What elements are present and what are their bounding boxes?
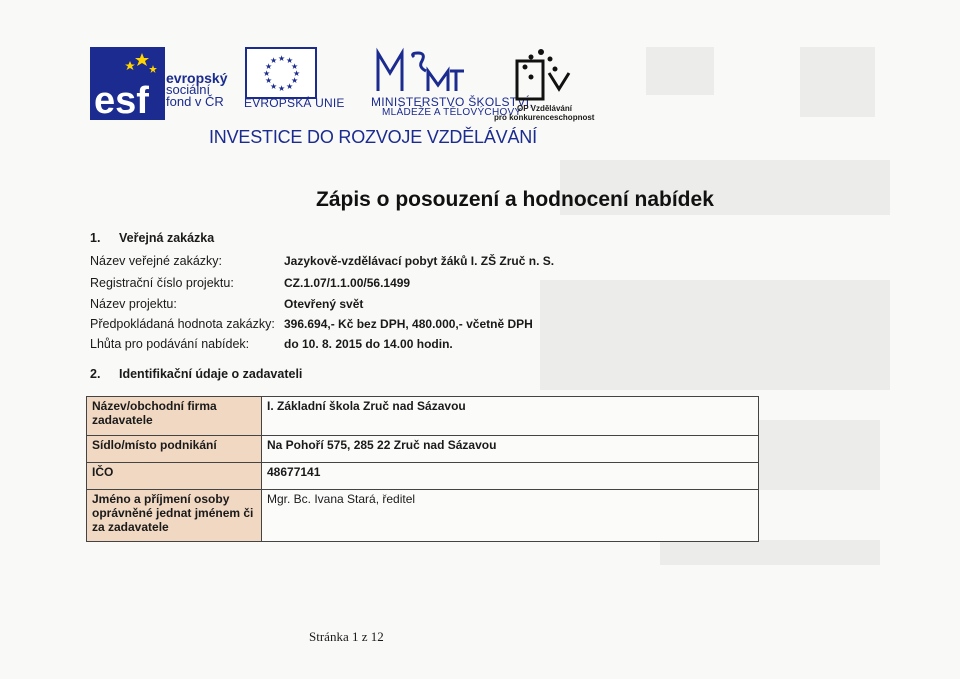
svg-text:★: ★	[278, 54, 286, 63]
table-label-osoba: Jméno a příjmení osoby oprávněné jednat jménem či za zadavatele	[87, 490, 262, 542]
msmt-label-2: MLÁDEŽE A TĚLOVÝCHOVY	[382, 107, 522, 118]
msmt-mark-icon	[372, 47, 472, 93]
esf-logo	[90, 47, 165, 120]
page-number: Stránka 1 z 12	[309, 629, 384, 644]
svg-text:★: ★	[270, 56, 278, 65]
esf-line2: sociální	[166, 82, 211, 97]
zadavatel-table	[86, 396, 759, 542]
table-value-ico: 48677141	[262, 463, 759, 490]
table-row	[87, 463, 759, 490]
svg-text:★: ★	[291, 76, 299, 85]
section1-number: 1.	[90, 231, 101, 245]
table-label-ico: IČO	[87, 463, 262, 490]
svg-text:★: ★	[265, 76, 273, 85]
value-projekt: Otevřený svět	[284, 297, 364, 311]
table-row	[87, 490, 759, 542]
esf-mark-icon	[90, 47, 165, 120]
msmt-label-1: MINISTERSTVO ŠKOLSTVÍ,	[371, 95, 533, 109]
svg-text:★: ★	[293, 69, 301, 78]
table-value-firma: I. Základní škola Zruč nad Sázavou	[262, 397, 759, 436]
section2-heading: Identifikační údaje o zadavateli	[119, 367, 303, 381]
section2-number: 2.	[90, 367, 101, 381]
eu-label: EVROPSKÁ UNIE	[244, 96, 345, 110]
ghost-text-2	[660, 540, 880, 565]
op-label-1: OP Vzdělávání	[517, 104, 572, 113]
label-zakazka: Název veřejné zakázky:	[90, 254, 223, 268]
op-label-2: pro konkurenceschopnost	[494, 113, 595, 122]
esf-line1: evropský	[166, 70, 228, 86]
table-row	[87, 397, 759, 436]
eu-stars-icon	[247, 49, 315, 97]
label-reg-cislo: Registrační číslo projektu:	[90, 276, 234, 290]
table-value-sidlo: Na Pohoří 575, 285 22 Zruč nad Sázavou	[262, 436, 759, 463]
eu-flag-logo	[245, 47, 317, 99]
table-value-osoba: Mgr. Bc. Ivana Stará, ředitel	[262, 490, 759, 542]
document-title: Zápis o posouzení a hodnocení nabídek	[316, 188, 714, 211]
value-hodnota: 396.694,- Kč bez DPH, 480.000,- včetně DPH	[284, 317, 533, 331]
ghost-esf-logo	[800, 47, 875, 117]
svg-text:★: ★	[286, 56, 294, 65]
label-lhuta: Lhůta pro podávání nabídek:	[90, 337, 250, 351]
label-projekt: Název projektu:	[90, 297, 177, 311]
svg-text:★: ★	[291, 62, 299, 71]
section1-heading: Veřejná zakázka	[119, 231, 215, 245]
value-reg-cislo: CZ.1.07/1.1.00/56.1499	[284, 276, 411, 290]
ghost-table	[540, 280, 890, 390]
table-label-firma: Název/obchodní firma zadavatele	[87, 397, 262, 436]
investice-banner: INVESTICE DO ROZVOJE VZDĚLÁVÁNÍ	[209, 127, 537, 147]
op-mark-icon	[505, 47, 575, 103]
svg-text:★: ★	[263, 69, 271, 78]
svg-text:★: ★	[270, 82, 278, 91]
svg-text:★: ★	[265, 62, 273, 71]
svg-text:★: ★	[286, 82, 294, 91]
msmt-logo	[372, 47, 472, 93]
table-row	[87, 436, 759, 463]
table-label-sidlo: Sídlo/místo podnikání	[87, 436, 262, 463]
value-zakazka: Jazykově-vzdělávací pobyt žáků I. ZŠ Zruč n. S.	[284, 254, 555, 268]
svg-text:★: ★	[278, 84, 286, 93]
value-lhuta: do 10. 8. 2015 do 14.00 hodin.	[284, 337, 453, 351]
esf-line3: fond v ČR	[166, 94, 224, 109]
ghost-eu-flag	[646, 47, 714, 95]
label-hodnota: Předpokládaná hodnota zakázky:	[90, 317, 275, 331]
esf-wordmark	[166, 72, 227, 108]
esf-mark-text: esf	[94, 80, 149, 120]
op-logo	[505, 47, 575, 103]
